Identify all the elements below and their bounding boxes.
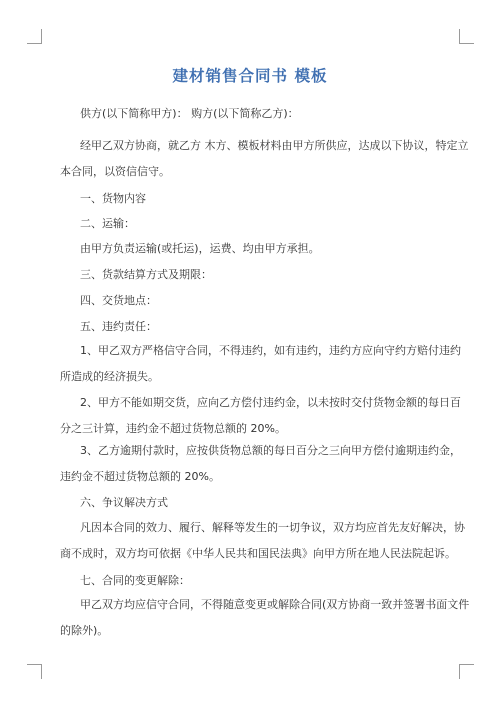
section-6-heading: 六、争议解决方式 — [80, 496, 168, 509]
section-6-line-2: 商不成时，双方均可依据《中华人民共和国民法典》向甲方所在地人民法院起诉。 — [60, 547, 456, 560]
section-1-heading: 一、货物内容 — [80, 192, 146, 205]
parties-line: 供方(以下简称甲方)： 购方(以下简称乙方)： — [80, 107, 299, 120]
liability-clause-2 — [60, 390, 461, 442]
section-7-line-2: 的除外)。 — [60, 624, 109, 637]
section-6-body — [60, 515, 465, 567]
liability-clause-3 — [60, 438, 461, 490]
clause-1-line-1: 1、甲乙双方严格信守合同，不得违约，如有违约，违约方应向守约方赔付违约 — [80, 344, 461, 357]
clause-2-line-1: 2、甲方不能如期交货，应向乙方偿付违约金，以未按时交付货物金额的每日百 — [80, 396, 461, 409]
clause-3-line-2: 违约金不超过货物总额的 20%。 — [60, 470, 220, 483]
liability-clause-1 — [60, 338, 461, 390]
section-5-heading: 五、违约责任： — [80, 320, 157, 333]
page-corner-mark-bottom-right — [459, 664, 474, 679]
section-3-heading: 三、货款结算方式及期限： — [80, 268, 212, 281]
page-corner-mark-top-left — [27, 29, 42, 44]
section-6-line-1: 凡因本合同的效力、履行、解释等发生的一切争议，双方均应首先友好解决，协 — [80, 521, 465, 534]
clause-1-line-2: 所造成的经济损失。 — [60, 370, 159, 383]
section-2-heading: 二、运输： — [80, 217, 135, 230]
document-title: 建材销售合同书 模板 — [172, 67, 328, 85]
page-corner-mark-top-right — [459, 29, 474, 44]
section-7-line-1: 甲乙双方均应信守合同，不得随意变更或解除合同(双方协商一致并签署书面文件 — [80, 598, 470, 611]
clause-2-line-2: 分之三计算，违约金不超过货物总额的 20%。 — [60, 422, 286, 435]
section-4-heading: 四、交货地点： — [80, 294, 157, 307]
section-7-body — [60, 592, 470, 644]
page-corner-mark-bottom-left — [27, 664, 42, 679]
section-7-heading: 七、合同的变更解除： — [80, 574, 190, 587]
section-2-body: 由甲方负责运输(或托运)，运费、均由甲方承担。 — [80, 242, 320, 255]
intro-paragraph — [60, 133, 469, 185]
clause-3-line-1: 3、乙方逾期付款时，应按供货物总额的每日百分之三向甲方偿付逾期违约金， — [80, 444, 461, 457]
intro-line-2: 本合同，以资信信守。 — [60, 165, 170, 178]
intro-line-1: 经甲乙双方协商，就乙方 木方、模板材料由甲方所供应，达成以下协议，特定立 — [80, 139, 469, 152]
